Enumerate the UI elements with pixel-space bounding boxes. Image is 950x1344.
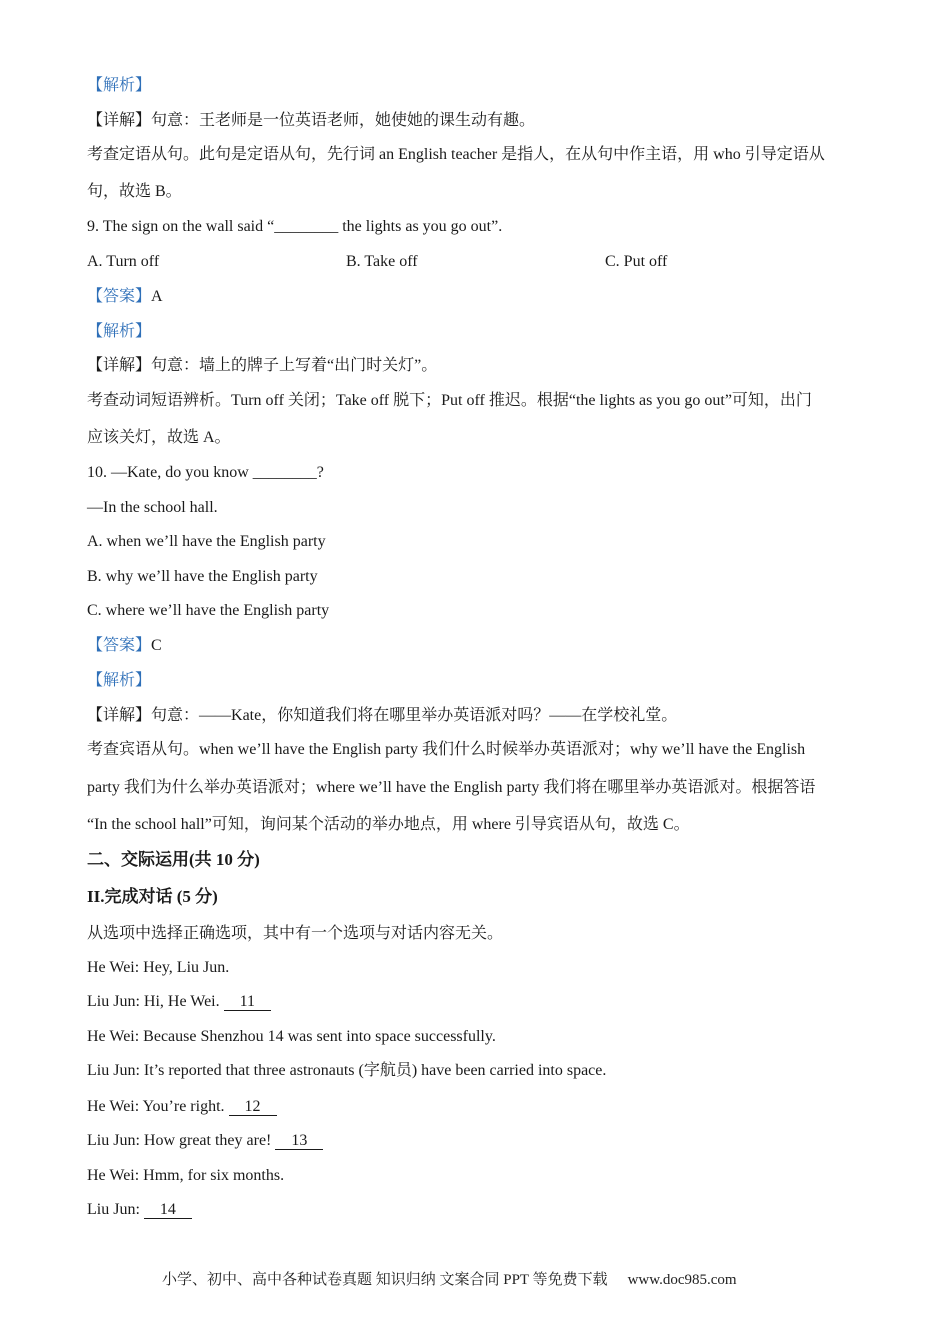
explanation-line: “In the school hall”可知，询问某个活动的举办地点，用 where 引导宾语从句，故选 C。 bbox=[87, 816, 690, 833]
dialogue-line: He Wei: Because Shenzhou 14 was sent into space successfully. bbox=[87, 1028, 496, 1045]
dialogue-line: Liu Jun: Hi, He Wei. 11 bbox=[87, 992, 271, 1012]
dialogue-line: Liu Jun: How great they are! 13 bbox=[87, 1131, 323, 1151]
question-10: 10. —Kate, do you know ________? bbox=[87, 464, 324, 481]
question-10-reply: —In the school hall. bbox=[87, 499, 218, 516]
blank-12: 12 bbox=[229, 1098, 277, 1116]
instructions: 从选项中选择正确选项，其中有一个选项与对话内容无关。 bbox=[87, 925, 504, 942]
explanation-line: 考查宾语从句。when we’ll have the English party 我们什么时候举办英语派对；why we’ll have the English bbox=[87, 741, 806, 758]
page-footer bbox=[162, 1270, 737, 1290]
option-b: B. why we’ll have the English party bbox=[87, 568, 318, 585]
footer-text: 小学、初中、高中各种试卷真题 知识归纳 文案合同 PPT 等免费下载 bbox=[162, 1272, 608, 1288]
blank-14: 14 bbox=[144, 1201, 192, 1219]
detail-line-2: 【详解】句意：墙上的牌子上写着“出门时关灯”。 bbox=[87, 357, 438, 374]
dialogue-line: He Wei: Hey, Liu Jun. bbox=[87, 959, 230, 976]
option-a: A. Turn off bbox=[87, 253, 160, 270]
footer-url[interactable]: www.doc985.com bbox=[627, 1272, 737, 1288]
subsection-heading: II.完成对话 (5 分) bbox=[87, 887, 218, 906]
dialogue-line: He Wei: Hmm, for six months. bbox=[87, 1167, 285, 1184]
blank-11: 11 bbox=[224, 993, 271, 1011]
blank-13: 13 bbox=[275, 1132, 323, 1150]
analysis-heading-1: 【解析】 bbox=[87, 77, 152, 94]
section-heading: 二、交际运用(共 10 分) bbox=[87, 850, 260, 869]
answer-line: 【答案】A bbox=[87, 288, 163, 305]
option-b: B. Take off bbox=[346, 253, 418, 270]
option-a: A. when we’ll have the English party bbox=[87, 533, 326, 550]
answer-line: 【答案】C bbox=[87, 637, 162, 654]
explanation-line: party 我们为什么举办英语派对；where we’ll have the English party 我们将在哪里举办英语派对。根据答语 bbox=[87, 779, 816, 796]
dialogue-line: Liu Jun: It’s reported that three astronauts (字航员) have been carried into space. bbox=[87, 1062, 607, 1079]
question-9: 9. The sign on the wall said “________ the lights as you go out”. bbox=[87, 218, 503, 235]
option-c: C. where we’ll have the English party bbox=[87, 602, 330, 619]
explanation-line: 考查定语从句。此句是定语从句，先行词 an English teacher 是指人，在从句中作主语，用 who 引导定语从 bbox=[87, 146, 825, 163]
analysis-heading-3: 【解析】 bbox=[87, 672, 152, 689]
dialogue-line: He Wei: You’re right. 12 bbox=[87, 1097, 277, 1117]
dialogue-line: Liu Jun: 14 bbox=[87, 1200, 192, 1220]
explanation-line: 句，故选 B。 bbox=[87, 183, 182, 200]
detail-line-3: 【详解】句意：——Kate，你知道我们将在哪里举办英语派对吗？——在学校礼堂。 bbox=[87, 707, 678, 724]
analysis-heading-2: 【解析】 bbox=[87, 323, 152, 340]
explanation-line: 考查动词短语辨析。Turn off 关闭；Take off 脱下；Put off 推迟。根据“the lights as you go out”可知，出门 bbox=[87, 392, 812, 409]
explanation-line: 应该关灯，故选 A。 bbox=[87, 429, 231, 446]
option-c: C. Put off bbox=[605, 253, 668, 270]
detail-line-1: 【详解】句意：王老师是一位英语老师，她使她的课生动有趣。 bbox=[87, 112, 536, 129]
